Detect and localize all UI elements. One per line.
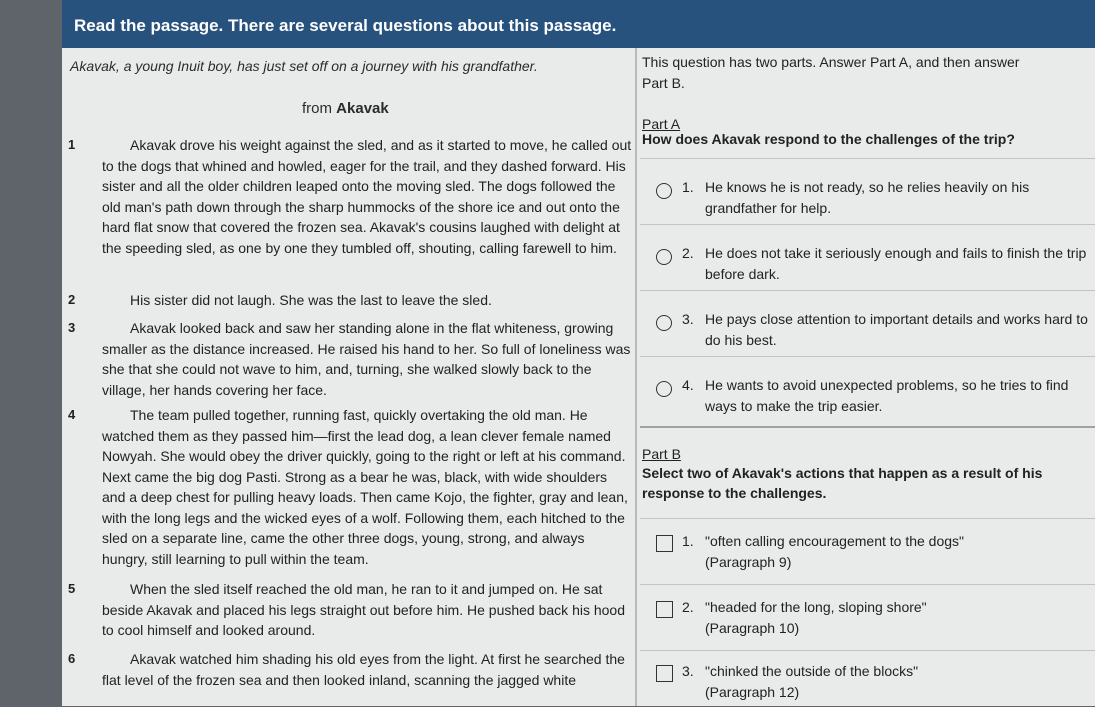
option-reference: (Paragraph 10) bbox=[705, 620, 800, 636]
instruction-banner bbox=[62, 0, 1095, 48]
paragraph-5 bbox=[62, 579, 634, 641]
paragraph-number: 1 bbox=[68, 137, 76, 152]
question-panel[interactable] bbox=[640, 48, 1095, 706]
option-number: 3. bbox=[682, 311, 694, 327]
option-number: 1. bbox=[682, 179, 694, 195]
option-reference: (Paragraph 12) bbox=[705, 684, 800, 700]
paragraph-text: Akavak drove his weight against the sled, and as it started to move, he called out to the dogs that whined and howled, eager for the trail, and they dashed forward. His sister and all the older children leaped onto the moving sled. The dogs followed the old man's path down through the sharp hummocks of the shore ice and out onto the hard flat snow that covered the frozen sea. Akavak's cousins laughed with delight at the speeding sled, as one by one they tumbled off, shouting, calling farewell to him. bbox=[102, 137, 632, 256]
paragraph-text: The team pulled together, running fast, quickly overtaking the old man. He watched them as they passed him—first the lead dog, a lean clever female named Nowyah. She would obey the driver quickly, going to the right or left at his command. Next came the big dog Pasti. Strong as a bear he was, black, with wide shoulders and a deep chest for pulling heavy loads. Then came Kojo, the fighter, gray and lean, with the long legs and the wicked eyes of a wolf. Following them, each hitched to the sled on a separate line, came the other three dogs, young, strong, and always hungry, still learning to pull within the team. bbox=[102, 407, 628, 567]
option-number: 1. bbox=[682, 533, 694, 549]
passage-source bbox=[302, 100, 389, 117]
paragraph-number: 4 bbox=[68, 407, 76, 422]
paragraph-6 bbox=[62, 649, 634, 690]
paragraph-text: Akavak watched him shading his old eyes from the light. At first he searched the flat level of the frozen sea and then looked inland, scanning the jagged white bbox=[102, 651, 625, 688]
part-b-label: Part B bbox=[642, 446, 681, 462]
section-divider bbox=[640, 426, 1095, 428]
source-prefix: from bbox=[302, 100, 337, 117]
option-number: 3. bbox=[682, 663, 694, 679]
option-number: 2. bbox=[682, 599, 694, 615]
option-text: He knows he is not ready, so he relies heavily on his grandfather for help. bbox=[705, 179, 1030, 216]
checkbox[interactable] bbox=[656, 601, 673, 618]
question-intro: This question has two parts. Answer Part A, and then answer Part B. bbox=[642, 54, 1020, 91]
part-b-option-2[interactable] bbox=[640, 584, 1095, 651]
part-a-prompt: How does Akavak respond to the challenges of the trip? bbox=[642, 131, 1015, 147]
paragraph-1 bbox=[62, 135, 634, 258]
panel-divider[interactable] bbox=[635, 48, 637, 706]
part-a-label: Part A bbox=[642, 116, 681, 132]
source-title: Akavak bbox=[336, 100, 389, 117]
option-text: He wants to avoid unexpected problems, so he tries to find ways to make the trip easier. bbox=[705, 377, 1069, 414]
option-quote: "often calling encouragement to the dogs" bbox=[705, 533, 964, 549]
checkbox[interactable] bbox=[656, 665, 673, 682]
part-b-option-1[interactable] bbox=[640, 518, 1095, 585]
test-page bbox=[62, 0, 1095, 706]
paragraph-text: His sister did not laugh. She was the last to leave the sled. bbox=[130, 292, 492, 308]
paragraph-text: When the sled itself reached the old man, he ran to it and jumped on. He sat beside Akavak and placed his legs straight out before him. He pushed back his hood to cool himself and looked around. bbox=[102, 581, 625, 638]
instruction-text: Read the passage. There are several questions about this passage. bbox=[74, 16, 617, 35]
option-quote: "chinked the outside of the blocks" bbox=[705, 663, 919, 679]
paragraph-2 bbox=[62, 290, 634, 311]
part-a-option-2[interactable] bbox=[640, 224, 1095, 291]
option-text: He pays close attention to important details and works hard to do his best. bbox=[705, 311, 1088, 348]
part-b-option-3[interactable] bbox=[640, 650, 1095, 707]
paragraph-text: Akavak looked back and saw her standing alone in the flat whiteness, growing smaller as the distance increased. He raised his hand to her. So full of loneliness was she that she could not wave to him, and, turning, she walked slowly back to the village, her hands covering her face. bbox=[102, 320, 631, 398]
option-text: He does not take it seriously enough and fails to finish the trip before dark. bbox=[705, 245, 1087, 282]
part-a-option-3[interactable] bbox=[640, 290, 1095, 357]
paragraph-number: 5 bbox=[68, 581, 76, 596]
paragraph-3 bbox=[62, 318, 634, 400]
paragraph-4 bbox=[62, 405, 634, 569]
option-quote: "headed for the long, sloping shore" bbox=[705, 599, 927, 615]
part-a-option-1[interactable] bbox=[640, 158, 1095, 225]
radio-button[interactable] bbox=[656, 183, 672, 199]
passage-panel[interactable] bbox=[62, 48, 634, 706]
option-number: 2. bbox=[682, 245, 694, 261]
radio-button[interactable] bbox=[656, 249, 672, 265]
paragraph-number: 6 bbox=[68, 651, 76, 666]
option-reference: (Paragraph 9) bbox=[705, 554, 792, 570]
option-number: 4. bbox=[682, 377, 694, 393]
part-a-option-4[interactable] bbox=[640, 356, 1095, 423]
radio-button[interactable] bbox=[656, 315, 672, 331]
part-b-prompt: Select two of Akavak's actions that happen as a result of his response to the challenges. bbox=[642, 465, 1043, 501]
paragraph-number: 2 bbox=[68, 292, 76, 307]
radio-button[interactable] bbox=[656, 381, 672, 397]
passage-intro: Akavak, a young Inuit boy, has just set off on a journey with his grandfather. bbox=[70, 58, 538, 74]
checkbox[interactable] bbox=[656, 535, 673, 552]
paragraph-number: 3 bbox=[68, 320, 76, 335]
